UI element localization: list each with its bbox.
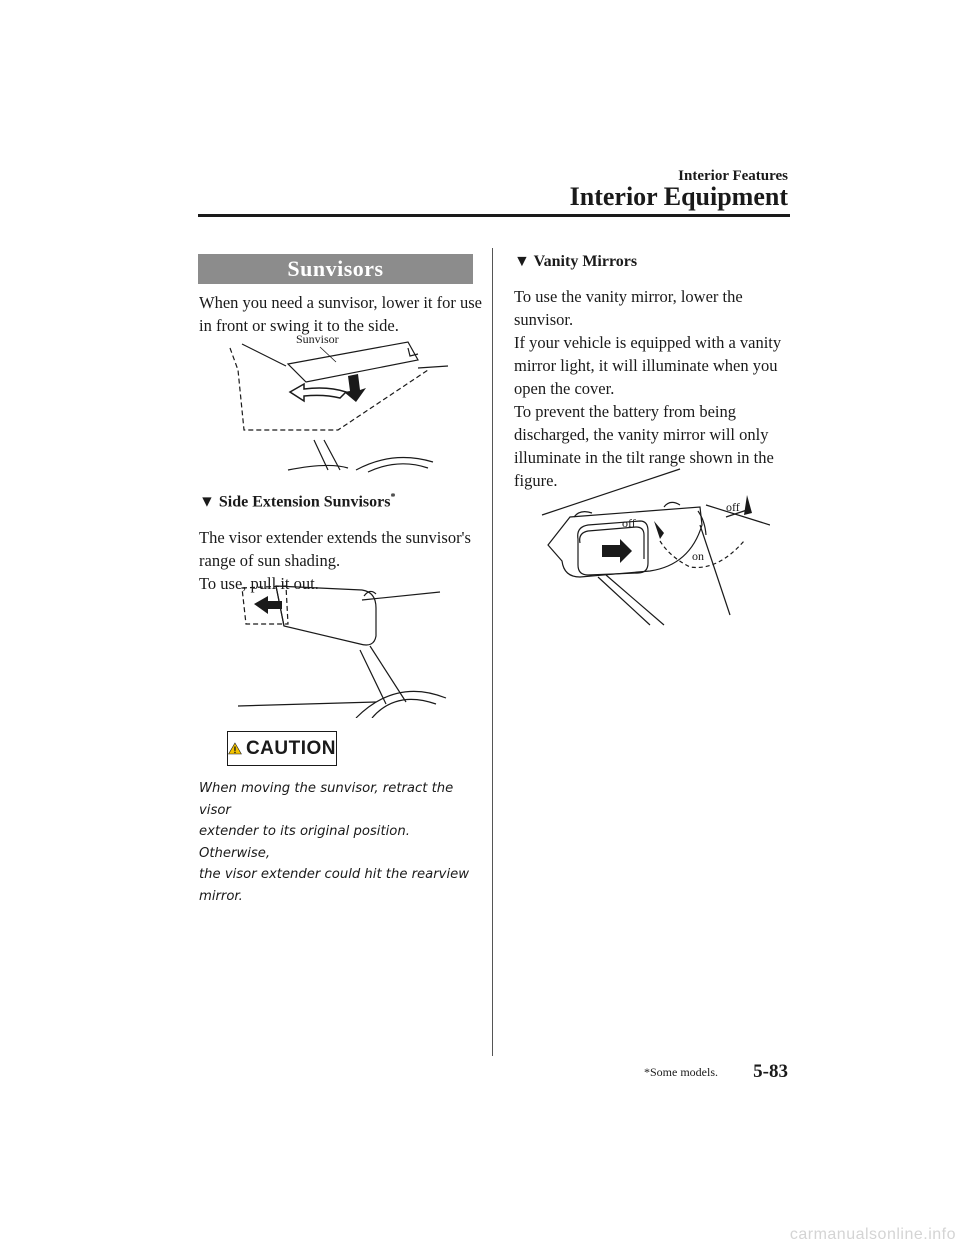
- side-extension-line-1: The visor extender extends the sunvisor's: [199, 528, 471, 547]
- vanity-line-7: discharged, the vanity mirror will only: [514, 425, 769, 444]
- vanity-line-4: mirror light, it will illuminate when you: [514, 356, 778, 375]
- visor-body: [276, 586, 376, 645]
- down-triangle-marker: ▼: [514, 253, 530, 270]
- sunvisors-intro-line-1: When you need a sunvisor, lower it for use: [199, 293, 482, 312]
- side-extension-line-3: To use, pull it out.: [199, 574, 319, 593]
- warning-triangle-icon: [228, 738, 242, 759]
- off-label-left: off: [622, 516, 636, 530]
- down-arrow-icon: [344, 374, 366, 402]
- caution-box: [227, 731, 337, 766]
- vanity-line-8: illuminate in the tilt range shown in the: [514, 448, 774, 467]
- down-triangle-marker: ▼: [199, 493, 215, 511]
- vanity-line-1: To use the vanity mirror, lower the: [514, 287, 743, 306]
- side-extension-line-2: range of sun shading.: [199, 551, 341, 570]
- vanity-line-3: If your vehicle is equipped with a vanity: [514, 333, 782, 352]
- headliner-line-2: [362, 592, 440, 600]
- visor-clip: [664, 502, 680, 507]
- windshield-edge-line: [242, 344, 286, 366]
- vanity-heading: [514, 253, 637, 271]
- caution-label: CAUTION: [245, 737, 336, 759]
- slide-cover-arrow-icon: [602, 539, 632, 563]
- asterisk-mark: *: [390, 492, 396, 503]
- extender-figure: [236, 578, 456, 718]
- page-number: 5-83: [753, 1061, 788, 1082]
- tilt-arrow-right-icon: [744, 495, 752, 515]
- watermark: carmanualsonline.info: [789, 1226, 956, 1243]
- on-label: on: [692, 549, 704, 563]
- caution-line-4: mirror.: [199, 888, 243, 904]
- column-divider: [492, 248, 493, 1056]
- vanity-title: Vanity Mirrors: [533, 253, 638, 270]
- vanity-line-2: sunvisor.: [514, 310, 574, 329]
- sunvisors-intro-line-2: in front or swing it to the side.: [199, 316, 399, 335]
- caution-line-1: When moving the sunvisor, retract the visor: [199, 781, 454, 818]
- vanity-line-5: open the cover.: [514, 379, 615, 398]
- side-extension-title: Side Extension Sunvisors: [218, 493, 391, 511]
- tilt-arrow-left-icon: [654, 521, 664, 539]
- vanity-body: [514, 285, 781, 492]
- pillar-lines-3: [598, 575, 664, 625]
- footnote: *Some models.: [644, 1065, 718, 1079]
- sunvisor-figure: [228, 330, 458, 475]
- vanity-mirror-figure: [540, 465, 770, 627]
- page-title: Interior Equipment: [569, 182, 788, 211]
- caution-line-3: the visor extender could hit the rearview: [199, 867, 470, 882]
- pillar-lines-2: [360, 646, 406, 704]
- side-extension-heading: [199, 492, 395, 511]
- steering-wheel-arc-2: [356, 691, 446, 718]
- vanity-line-9: figure.: [514, 471, 558, 490]
- swing-arrow-icon: [290, 384, 346, 401]
- sunvisors-banner: Sunvisors: [198, 254, 473, 284]
- caution-text: [199, 778, 484, 907]
- pull-arrow-icon: [254, 596, 282, 614]
- section-label: Interior Features: [678, 168, 788, 184]
- caution-line-2: extender to its original position. Otherwise,: [199, 824, 410, 861]
- vanity-line-6: To prevent the battery from being: [514, 402, 736, 421]
- sunvisor-figure-label: Sunvisor: [296, 332, 339, 346]
- off-label-right: off: [726, 500, 740, 514]
- header-rule: [198, 214, 790, 217]
- headliner-line: [418, 366, 448, 368]
- headliner-line-3: [542, 469, 680, 515]
